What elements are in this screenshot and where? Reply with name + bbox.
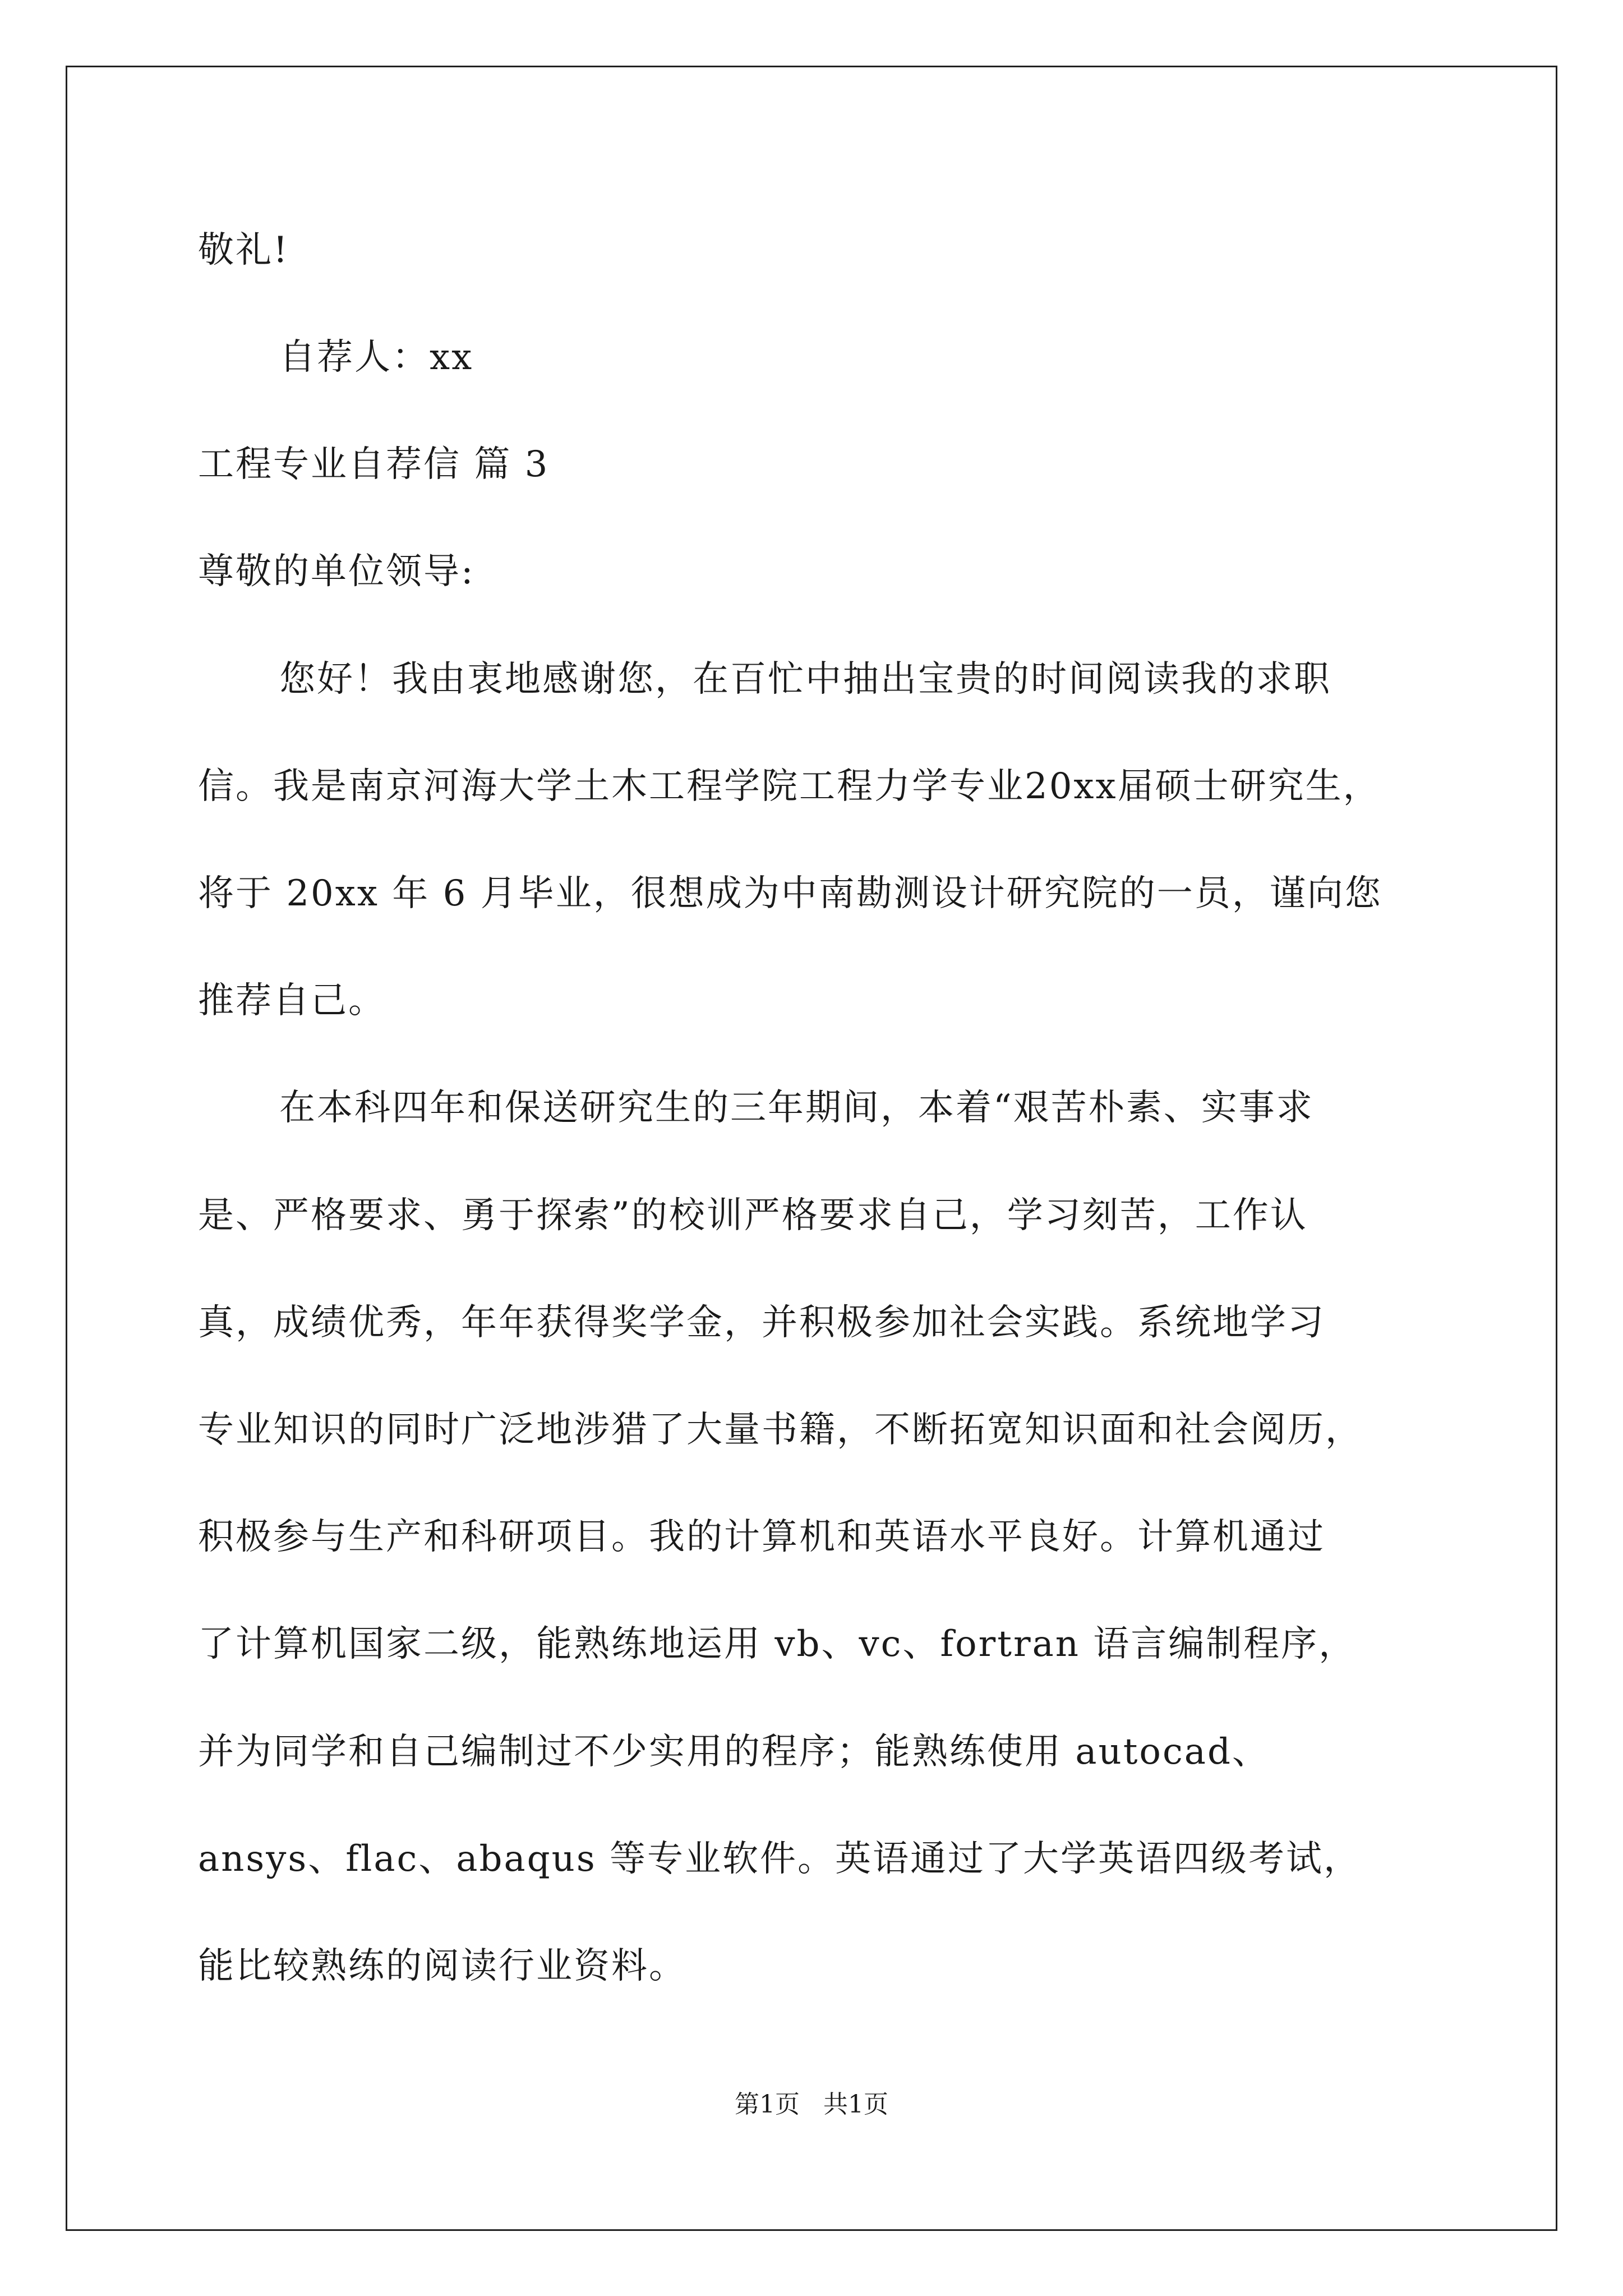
paragraph1-line: 推荐自己。 xyxy=(198,980,386,1022)
paragraph2-line: 了计算机国家二级，能熟练地运用 vb、vc、fortran 语言编制程序， xyxy=(198,1623,1357,1665)
paragraph1-line: 您好！我由衷地感谢您，在百忙中抽出宝贵的时间阅读我的求职 xyxy=(279,659,1331,700)
signature-line: 自荐人：xx xyxy=(279,337,474,378)
paragraph2-line: 真，成绩优秀，年年获得奖学金，并积极参加社会实践。系统地学习 xyxy=(198,1302,1325,1343)
page-border xyxy=(66,66,1557,2231)
closing-line: 敬礼! xyxy=(198,229,289,271)
paragraph2-line: 在本科四年和保送研究生的三年期间，本着“艰苦朴素、实事求 xyxy=(279,1087,1314,1129)
paragraph2-line: ansys、flac、abaqus 等专业软件。英语通过了大学英语四级考试， xyxy=(198,1838,1362,1880)
page-footer: 第1页 共1页 xyxy=(735,2090,888,2119)
paragraph2-line: 专业知识的同时广泛地涉猎了大量书籍，不断拓宽知识面和社会阅历， xyxy=(198,1409,1363,1451)
paragraph2-line: 积极参与生产和科研项目。我的计算机和英语水平良好。计算机通过 xyxy=(198,1516,1325,1558)
paragraph1-line: 信。我是南京河海大学土木工程学院工程力学专业20xx届硕士研究生， xyxy=(198,766,1381,807)
paragraph1-line: 将于 20xx 年 6 月毕业，很想成为中南勘测设计研究院的一员，谨向您 xyxy=(198,873,1382,914)
paragraph2-line: 是、严格要求、勇于探索”的校训严格要求自己，学习刻苦，工作认 xyxy=(198,1195,1308,1236)
paragraph2-line: 能比较熟练的阅读行业资料。 xyxy=(198,1945,686,1987)
salutation: 尊敬的单位领导: xyxy=(198,551,475,592)
section-title: 工程专业自荐信 篇 3 xyxy=(198,444,550,485)
paragraph2-line: 并为同学和自己编制过不少实用的程序；能熟练使用 autocad、 xyxy=(198,1731,1270,1773)
